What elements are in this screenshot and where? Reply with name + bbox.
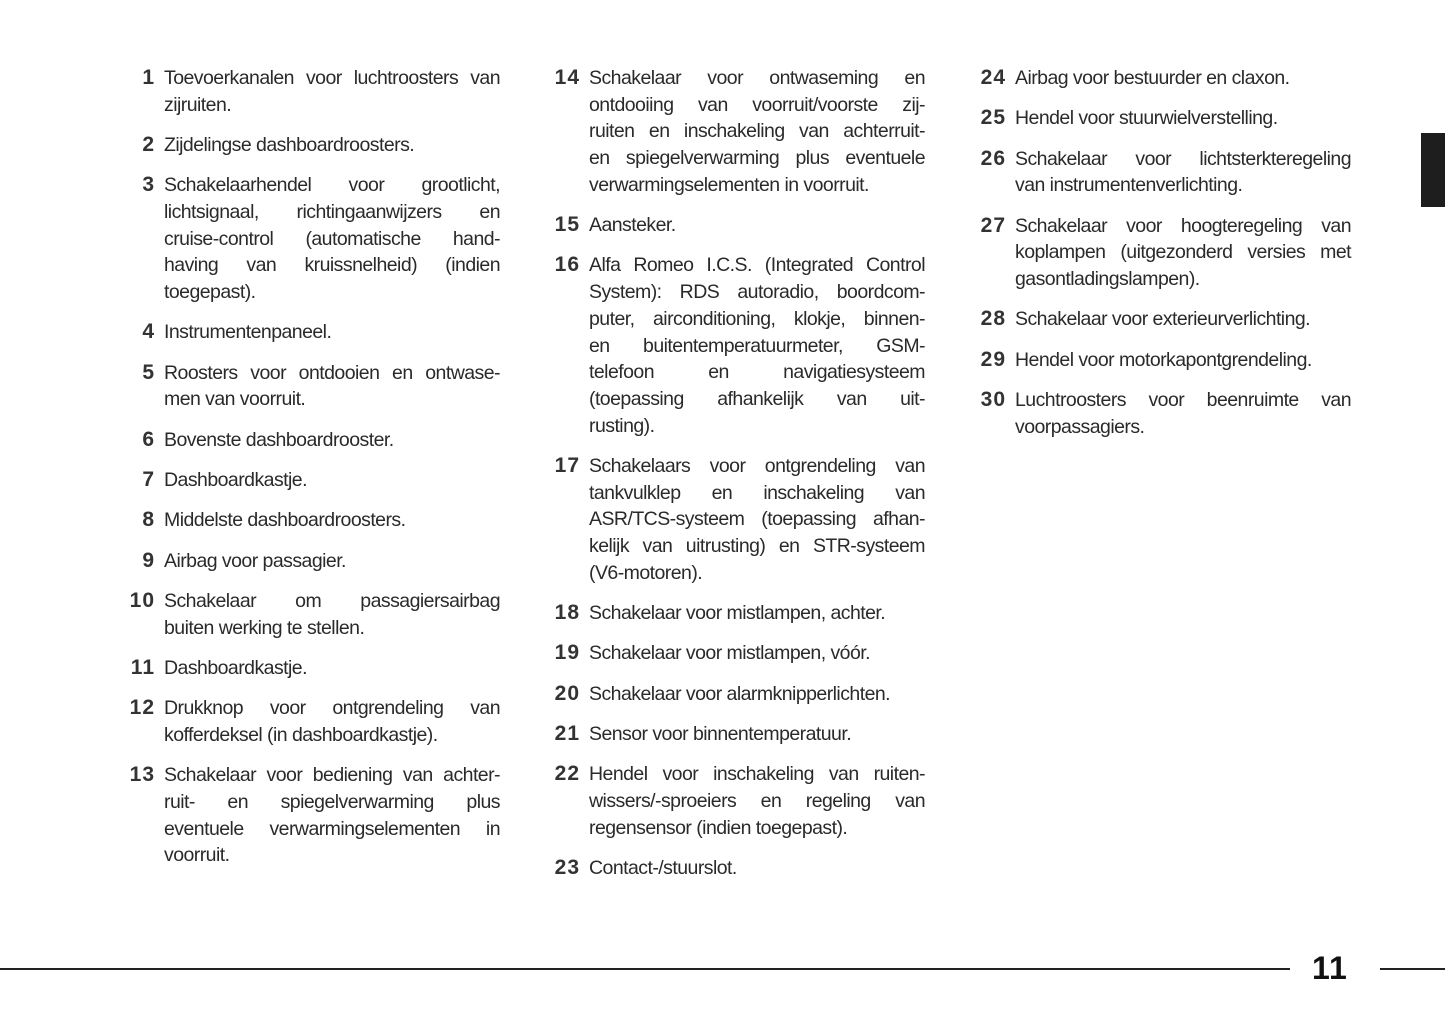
item-number: 1 [142,66,155,89]
legend-item-8 [120,507,500,534]
item-number: 30 [980,387,1006,411]
item-number: 18 [554,601,580,625]
item-text-line: Toevoerkanalen voor luchtroosters van [164,67,500,89]
item-text-line: Instrumentenpaneel. [164,321,332,344]
item-number: 7 [142,468,155,491]
item-text-line: Hendel voor stuurwielverstelling. [1015,107,1278,130]
item-text [164,65,500,118]
legend-item-25 [971,105,1351,132]
item-text [589,453,925,587]
item-text-line: Contact-/stuurslot. [589,856,737,879]
item-text [589,600,925,627]
item-text-line: ontdooiing van voorruit/voorste zij- [589,93,925,116]
item-number: 12 [129,696,155,720]
legend-item-13 [120,762,500,869]
legend-item-1 [120,65,500,118]
legend-item-26 [971,146,1351,199]
item-number: 27 [980,213,1006,237]
item-text-line: ruiten en inschakeling van achterruit- [589,120,925,143]
item-number: 4 [142,320,155,344]
item-number: 9 [142,548,155,572]
item-text [589,761,925,841]
item-text [1015,306,1351,333]
item-text [1015,65,1351,92]
item-number: 13 [129,763,155,787]
item-text-line: Schakelaar voor exterieurverlichting. [1015,308,1311,331]
item-text-line: having van kruissnelheid) (indien [164,254,500,277]
legend-item-22 [545,761,925,841]
item-number: 16 [554,253,580,277]
item-text [164,588,500,641]
item-text-line: Zijdelingse dashboardroosters. [164,134,415,156]
legend-item-19 [545,640,925,667]
item-text-line: Schakelaar voor alarmknipperlichten. [589,682,891,705]
item-text-line: verwarmingselementen in voorruit. [589,173,869,196]
item-text-line: Schakelaar om passagiersairbag [164,589,500,612]
item-text [589,640,925,667]
item-text-line: (toepassing afhankelijk van uit- [589,387,925,410]
item-text-line: Middelste dashboardroosters. [164,509,406,532]
item-text [164,548,500,575]
item-text-line: men van voorruit. [164,388,306,411]
item-text-line: en buitentemperatuurmeter, GSM- [589,334,925,357]
item-text-line: koplampen (uitgezonderd versies met [1015,241,1351,264]
item-text-line: Drukknop voor ontgrendeling van [164,697,500,720]
item-text-line: rusting). [589,414,655,437]
item-text [164,360,500,413]
item-text-line: Bovenste dashboardrooster. [164,428,394,451]
item-text [1015,347,1351,374]
legend-item-3 [120,172,500,306]
item-number: 10 [129,588,155,612]
item-text-line: Dashboardkastje. [164,469,307,491]
item-text-line: zijruiten. [164,93,232,116]
item-text [1015,146,1351,199]
item-number: 23 [554,855,580,879]
item-text-line: eventuele verwarmingselementen in [164,817,500,840]
item-text-line: wissers/-sproeiers en regeling van [589,789,925,812]
item-text-line: en spiegelverwarming plus eventuele [589,147,925,170]
item-number: 17 [554,453,580,477]
item-text-line: gasontladingslampen). [1015,268,1200,290]
item-number: 3 [142,173,155,197]
item-text-line: voorpassagiers. [1015,415,1145,438]
item-text [164,467,500,494]
item-text-line: cruise-control (automatische hand- [164,227,500,250]
item-text-line: toegepast). [164,281,256,304]
item-number: 21 [554,721,580,745]
item-text [1015,105,1351,132]
item-text-line: Schakelaar voor hoogteregeling van [1015,214,1351,237]
item-text-line: Roosters voor ontdooien en ontwase- [164,361,500,384]
item-text [164,507,500,534]
item-number: 2 [142,133,155,156]
column-3 [971,65,1351,454]
item-text-line: puter, airconditioning, klokje, binnen- [589,307,925,330]
item-text-line: Schakelaar voor bediening van achter- [164,764,500,787]
item-text-line: Hendel voor inschakeling van ruiten- [589,763,925,786]
item-text [164,319,500,346]
item-text [1015,387,1351,440]
legend-item-12 [120,695,500,748]
column-2 [545,65,925,895]
legend-item-4 [120,319,500,346]
legend-item-14 [545,65,925,199]
item-text-line: ruit- en spiegelverwarming plus [164,790,500,813]
item-text-line: kelijk van uitrusting) en STR-systeem [589,535,925,558]
legend-item-6 [120,427,500,454]
legend-item-16 [545,252,925,439]
item-text [164,132,500,159]
legend-item-21 [545,721,925,748]
item-text [164,762,500,869]
page-number: 11 [1312,950,1348,986]
item-text-line: Schakelaar voor lichtsterkteregeling [1015,147,1351,170]
item-text-line: (V6-motoren). [589,561,703,584]
item-text-line: Schakelaarhendel voor grootlicht, [164,174,500,197]
item-number: 15 [554,213,580,237]
item-text-line: Schakelaar voor mistlampen, achter. [589,602,886,625]
legend-item-5 [120,360,500,413]
legend-item-28 [971,306,1351,333]
item-text-line: voorruit. [164,844,230,867]
item-number: 6 [142,427,155,451]
item-number: 14 [554,66,580,89]
item-text-line: lichtsignaal, richtingaanwijzers en [164,201,500,223]
item-text-line: kofferdeksel (in dashboardkastje). [164,723,438,746]
item-number: 5 [142,360,155,384]
legend-item-9 [120,548,500,575]
item-text-line: Dashboardkastje. [164,656,307,679]
item-number: 24 [980,66,1006,89]
item-number: 22 [554,762,580,786]
item-text-line: Airbag voor bestuurder en claxon. [1015,67,1290,89]
item-text-line: Schakelaar voor mistlampen, vóór. [589,642,870,665]
item-text-line: van instrumentenverlichting. [1015,174,1243,197]
item-text-line: Schakelaars voor ontgrendeling van [589,454,925,477]
item-text [589,855,925,882]
column-1 [120,65,500,883]
legend-item-7 [120,467,500,494]
item-text [589,212,925,239]
item-text [164,427,500,454]
legend-item-30 [971,387,1351,440]
item-text [589,681,925,708]
item-text-line: Sensor voor binnentemperatuur. [589,722,852,745]
legend-item-20 [545,681,925,708]
footer-rule-left [0,968,1290,970]
item-text [589,252,925,439]
legend-item-29 [971,347,1351,374]
item-text-line: Aansteker. [589,214,676,237]
item-text [164,172,500,306]
item-text-line: System): RDS autoradio, boordcom- [589,281,925,304]
item-text-line: ASR/TCS-systeem (toepassing afhan- [589,508,925,531]
item-text-line: telefoon en navigatiesysteem [589,361,925,384]
item-text [589,721,925,748]
footer-rule-right [1380,968,1445,970]
item-text-line: Hendel voor motorkapontgrendeling. [1015,348,1312,371]
item-text-line: Schakelaar voor ontwaseming en [589,67,925,89]
legend-item-18 [545,600,925,627]
item-text [164,695,500,748]
legend-item-17 [545,453,925,587]
item-text [164,655,500,682]
item-text-line: tankvulklep en inschakeling van [589,481,925,504]
item-number: 26 [980,146,1006,170]
item-text [589,65,925,199]
item-text-line: buiten werking te stellen. [164,616,365,639]
legend-item-11 [120,655,500,682]
item-number: 29 [980,347,1006,371]
item-text-line: Alfa Romeo I.C.S. (Integrated Control [589,254,925,277]
item-number: 8 [142,508,155,532]
item-number: 11 [130,655,155,679]
item-number: 28 [980,307,1006,331]
legend-item-10 [120,588,500,641]
legend-item-2 [120,132,500,159]
section-tab-marker [1421,133,1445,207]
legend-item-24 [971,65,1351,92]
legend-item-15 [545,212,925,239]
legend-item-27 [971,213,1351,293]
item-number: 25 [980,106,1006,130]
item-text [1015,213,1351,293]
item-text-line: Luchtroosters voor beenruimte van [1015,388,1351,411]
item-text-line: Airbag voor passagier. [164,549,346,572]
item-number: 19 [554,641,580,665]
legend-item-23 [545,855,925,882]
item-number: 20 [554,681,580,705]
item-text-line: regensensor (indien toegepast). [589,816,848,839]
